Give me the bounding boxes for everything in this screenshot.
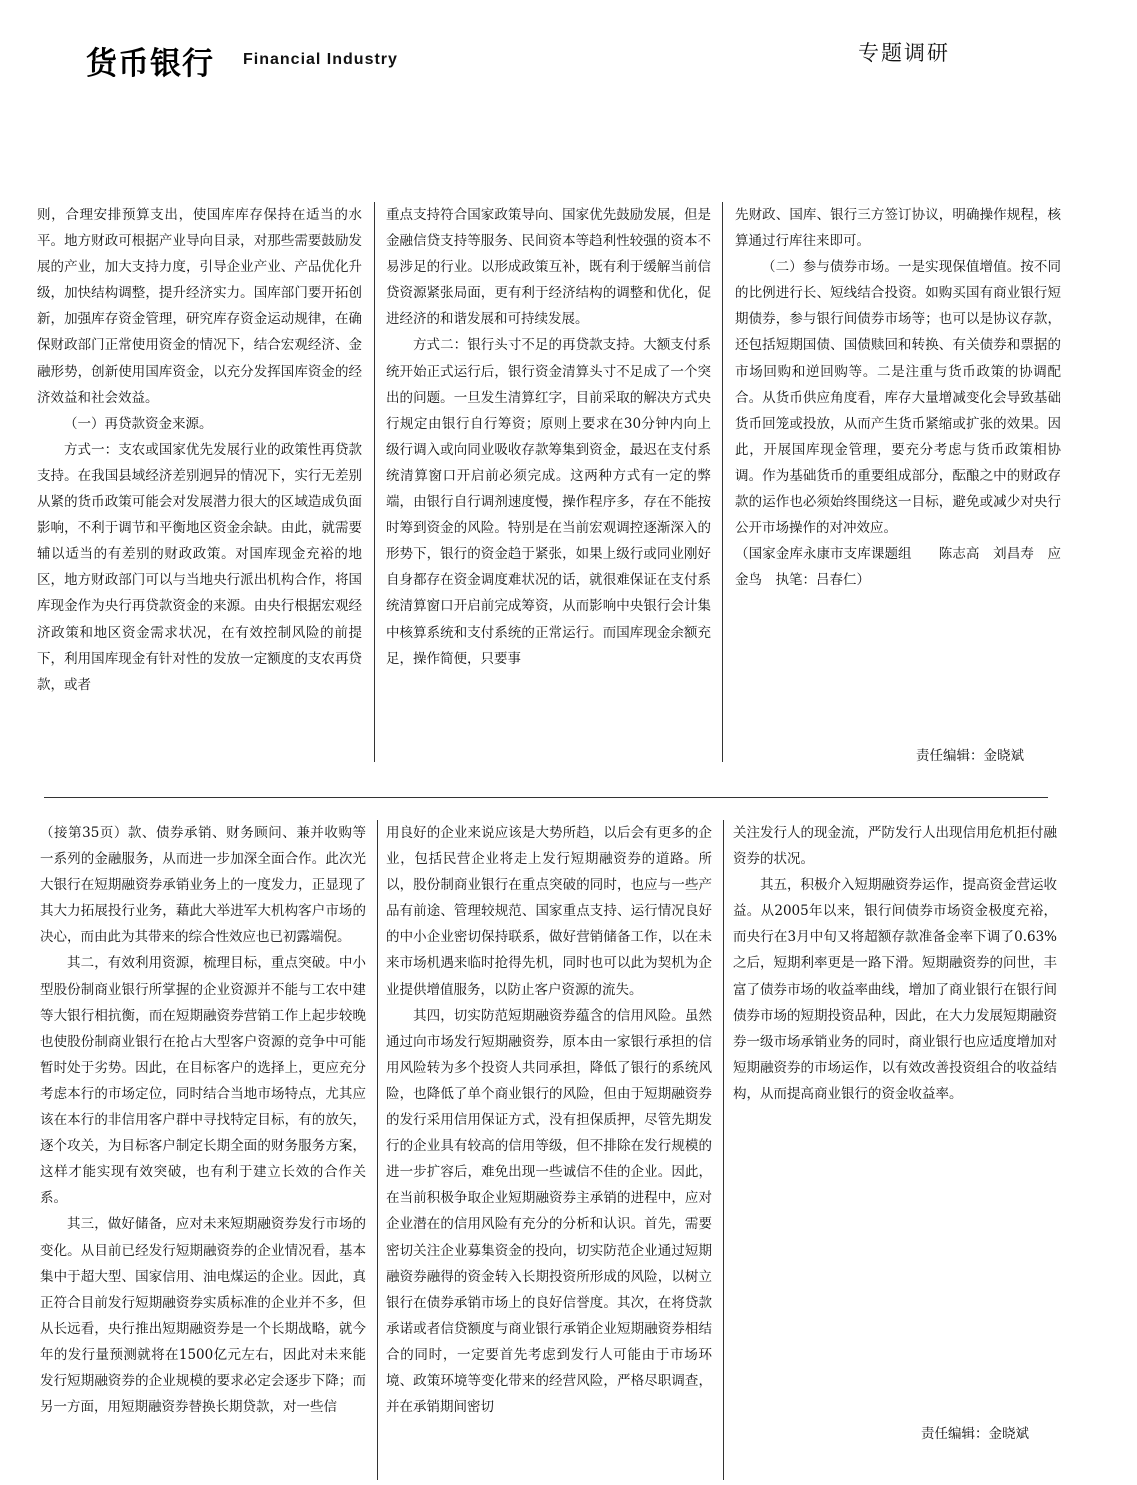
paragraph: （二）参与债券市场。一是实现保值增值。按不同的比例进行长、短线结合投资。如购买国有商业银行短期债券，参与银行间债券市场等；也可以是协议存款，还包括短期国债、国债赎回和转换、有关债券和票据的市场回购和逆回购等。二是注重与货币政策的协调配合。从货币供应角度看，库存大量增减变化会导致基础货币回笼或投放，从而产生货币紧缩或扩张的效果。因此，开展国库现金管理，要充分考虑与货币政策相协调。作为基础货币的重要组成部分，酝酿之中的财政存款的运作也必须始终围绕这一目标，避免或减少对央行公开市场操作的对冲效应。 (735, 259, 1061, 537)
paragraph: 用良好的企业来说应该是大势所趋，以后会有更多的企业，包括民营企业将走上发行短期融资券的道路。所以，股份制商业银行在重点突破的同时，也应与一些产品有前途、管理较规范、国家重点支持、运行情况良好的中小企业密切保持联系，做好营销储备工作，以在未来市场机遇来临时抢得先机，同时也可以此为契机为企业提供增值服务，以防止客户资源的流失。 (386, 825, 712, 998)
top-column-3 (735, 202, 1061, 593)
paragraph: （接第35页）款、债券承销、财务顾问、兼并收购等一系列的金融服务，从而进一步加深全面合作。此次光大银行在短期融资券承销业务上的一度发力，正显现了其大力拓展投行业务，藉此大举进军大机构客户市场的决心，而由此为其带来的综合性效应也已初露端倪。 (40, 825, 366, 946)
paragraph: 则，合理安排预算支出，使国库库存保持在适当的水平。地方财政可根据产业导向目录，对那些需要鼓励发展的产业，加大支持力度，引导企业产业、产品优化升级，加快结构调整，提升经济实力。国库部门要开拓创新，加强库存资金管理，研究库存资金运动规律，在确保财政部门正常使用资金的情况下，结合宏观经济、金融形势，创新使用国库资金，以充分发挥国库资金的经济效益和社会效益。 (37, 207, 362, 406)
magazine-title: 货币银行 (86, 46, 214, 82)
paragraph: 其四，切实防范短期融资券蕴含的信用风险。虽然通过向市场发行短期融资券，原本由一家银行承担的信用风险转为多个投资人共同承担，降低了银行的系统风险，也降低了单个商业银行的风险，但由于短期融资券的发行采用信用保证方式，没有担保质押，尽管先期发行的企业具有较高的信用等级，但不排除在发行规模的进一步扩容后，难免出现一些诚信不佳的企业。因此，在当前积极争取企业短期融资券主承销的进程中，应对企业潜在的信用风险有充分的分析和认识。首先，需要密切关注企业募集资金的投向，切实防范企业通过短期融资券融得的资金转入长期投资所形成的风险，以树立银行在债券承销市场上的良好信誉度。其次，在将贷款承诺或者信贷额度与商业银行承销企业短期融资券相结合的同时，一定要首先考虑到发行人可能由于市场环境、政策环境等变化带来的经营风险，严格尽职调查，并在承销期间密切 (386, 1007, 712, 1416)
paragraph: 其三，做好储备，应对未来短期融资券发行市场的变化。从目前已经发行短期融资券的企业情况看，基本集中于超大型、国家信用、油电煤运的企业。因此，真正符合目前发行短期融资券实质标准的企业并不多，但从长远看，央行推出短期融资券是一个长期战略，就今年的发行量预测就将在1500亿元左右，因此对未来能发行短期融资券的企业规模的要求必定会逐步下降；而另一方面，用短期融资券替换长期贷款，对一些信 (40, 1216, 366, 1416)
paragraph: 方式二：银行头寸不足的再贷款支持。大额支付系统开始正式运行后，银行资金清算头寸不足成了一个突出的问题。一旦发生清算红字，目前采取的解决方式央行规定由银行自行筹资；原则上要求在30分钟内向上级行调入或向同业吸收存款筹集到资金，最迟在支付系统清算窗口开启前必须完成。这两种方式有一定的弊端，由银行自行调剂速度慢，操作程序多，存在不能按时筹到资金的风险。特别是在当前宏观调控逐渐深入的形势下，银行的资金趋于紧张，如果上级行或同业刚好自身都存在资金调度难状况的话，就很难保证在支付系统清算窗口开启前完成筹资，从而影响中央银行会计集中核算系统和支付系统的正常运行。而国库现金余额充足，操作简便，只要事 (386, 337, 711, 667)
paragraph: 先财政、国库、银行三方签订协议，明确操作规程，核算通过行库往来即可。 (735, 207, 1061, 250)
column-divider (722, 202, 723, 762)
author-credit: （国家金库永康市支库课题组 陈志高 刘昌寿 应金鸟 执笔：吕春仁） (735, 546, 1061, 589)
section-label: 专题调研 (858, 41, 950, 65)
paragraph: 其五，积极介入短期融资券运作，提高资金营运收益。从2005年以来，银行间债券市场资金极度充裕，而央行在3月中旬又将超额存款准备金率下调了0.63%之后，短期利率更是一路下滑。短期融资券的问世，丰富了债券市场的收益率曲线，增加了商业银行在银行间债券市场的短期投资品种，因此，在大力发展短期融资券一级市场承销业务的同时，商业银行也应适度增加对短期融资券的市场运作，以有效改善投资组合的收益结构，从而提高商业银行的资金收益率。 (733, 877, 1057, 1102)
column-divider (374, 202, 375, 762)
section-separator (44, 797, 1048, 798)
paragraph: 其二，有效利用资源，梳理目标，重点突破。中小型股份制商业银行所掌握的企业资源并不能与工农中建等大银行相抗衡，而在短期融资券营销工作上起步较晚也使股份制商业银行在抢占大型客户资源的竞争中可能暂时处于劣势。因此，在目标客户的选择上，更应充分考虑本行的市场定位，同时结合当地市场特点，尤其应该在本行的非信用客户群中寻找特定目标，有的放矢，逐个攻关，为目标客户制定长期全面的财务服务方案，这样才能实现有效突破，也有利于建立长效的合作关系。 (40, 955, 366, 1207)
subheading: （一）再贷款资金来源。 (64, 415, 213, 432)
responsible-editor: 责任编辑：金晓斌 (921, 1426, 1029, 1442)
paragraph: 关注发行人的现金流，严防发行人出现信用危机拒付融资券的状况。 (733, 825, 1057, 868)
paragraph: 重点支持符合国家政策导向、国家优先鼓励发展，但是金融信贷支持等服务、民间资本等趋利性较强的资本不易涉足的行业。以形成政策互补，既有利于缓解当前信贷资源紧张局面，更有利于经济结构的调整和优化，促进经济的和谐发展和可持续发展。 (386, 207, 711, 328)
bottom-column-2 (386, 820, 712, 1420)
paragraph: 方式一：支农或国家优先发展行业的政策性再贷款支持。在我国县域经济差别迥异的情况下，实行无差别从紧的货币政策可能会对发展潜力很大的区域造成负面影响，不利于调节和平衡地区资金余缺。由此，就需要辅以适当的有差别的财政政策。对国库现金充裕的地区，地方财政部门可以与当地央行派出机构合作，将国库现金作为央行再贷款资金的来源。由央行根据宏观经济政策和地区资金需求状况，在有效控制风险的前提下，利用国库现金有针对性的发放一定额度的支农再贷款，或者 (37, 441, 362, 693)
bottom-column-3 (733, 820, 1057, 1107)
bottom-column-1 (40, 820, 366, 1420)
responsible-editor: 责任编辑：金晓斌 (916, 748, 1024, 764)
top-column-2 (386, 202, 711, 672)
magazine-subtitle: Financial Industry (243, 51, 398, 68)
top-column-1 (37, 202, 362, 698)
column-divider (377, 820, 378, 1480)
column-divider (723, 820, 724, 1480)
